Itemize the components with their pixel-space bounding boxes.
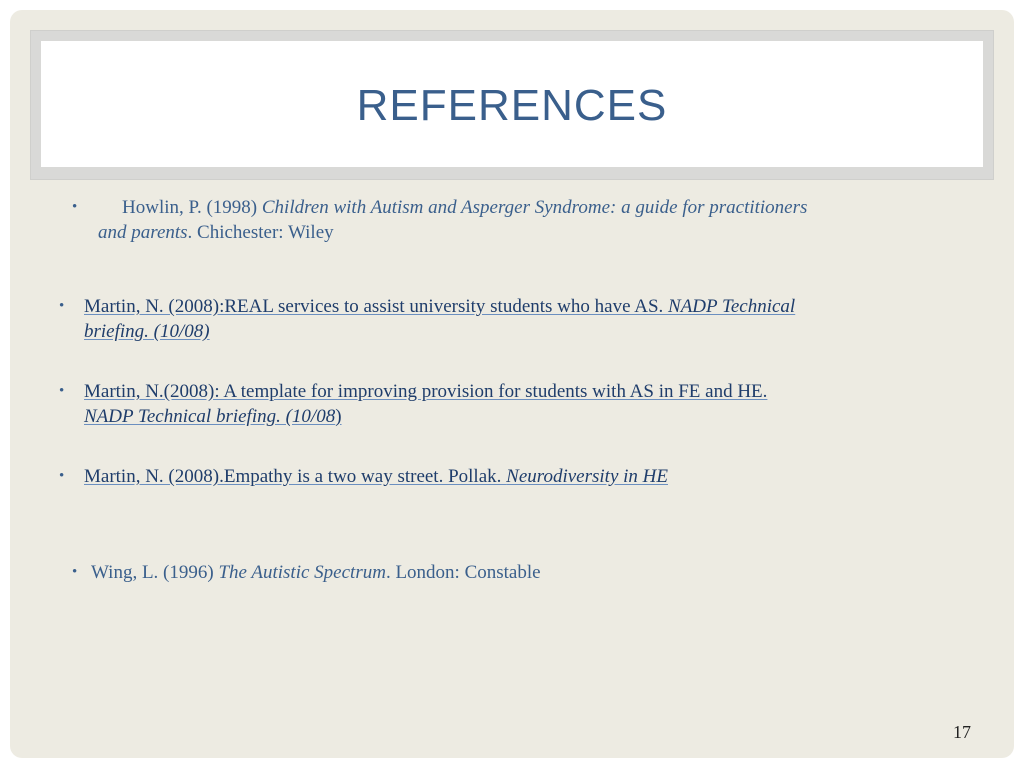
title-box [41,41,983,167]
reference-link[interactable]: Martin, N. (2008):REAL services to assist university students who have AS. NADP Technical [84,296,796,317]
reference-wing [60,560,960,585]
reference-text: Howlin, P. (1998) Children with Autism and Asperger Syndrome: a guide for practitioners [122,197,808,218]
reference-martin-empathy[interactable] [50,464,960,489]
bullet-icon: • [72,199,78,215]
reference-link-line2[interactable]: NADP Technical briefing. (10/08) [84,406,342,427]
bullet-icon: • [59,383,65,399]
reference-text-line2: and parents. Chichester: Wiley [98,222,334,243]
bullet-icon: • [72,564,78,580]
slide-title: REFERENCES [356,81,668,130]
reference-text: Wing, L. (1996) The Autistic Spectrum. London: Constable [91,562,541,583]
bullet-icon: • [59,298,65,314]
bullet-icon: • [59,468,65,484]
reference-link-line2[interactable]: briefing. (10/08) [84,321,210,342]
title-frame [30,30,994,180]
reference-link[interactable]: Martin, N. (2008).Empathy is a two way street. Pollak. Neurodiversity in HE [84,466,668,487]
reference-link[interactable]: Martin, N.(2008): A template for improving provision for students with AS in FE and HE. [84,381,768,402]
reference-howlin [60,195,960,245]
reference-martin-real[interactable] [50,294,960,344]
reference-martin-template[interactable] [50,379,960,429]
page-number: 17 [953,722,971,742]
